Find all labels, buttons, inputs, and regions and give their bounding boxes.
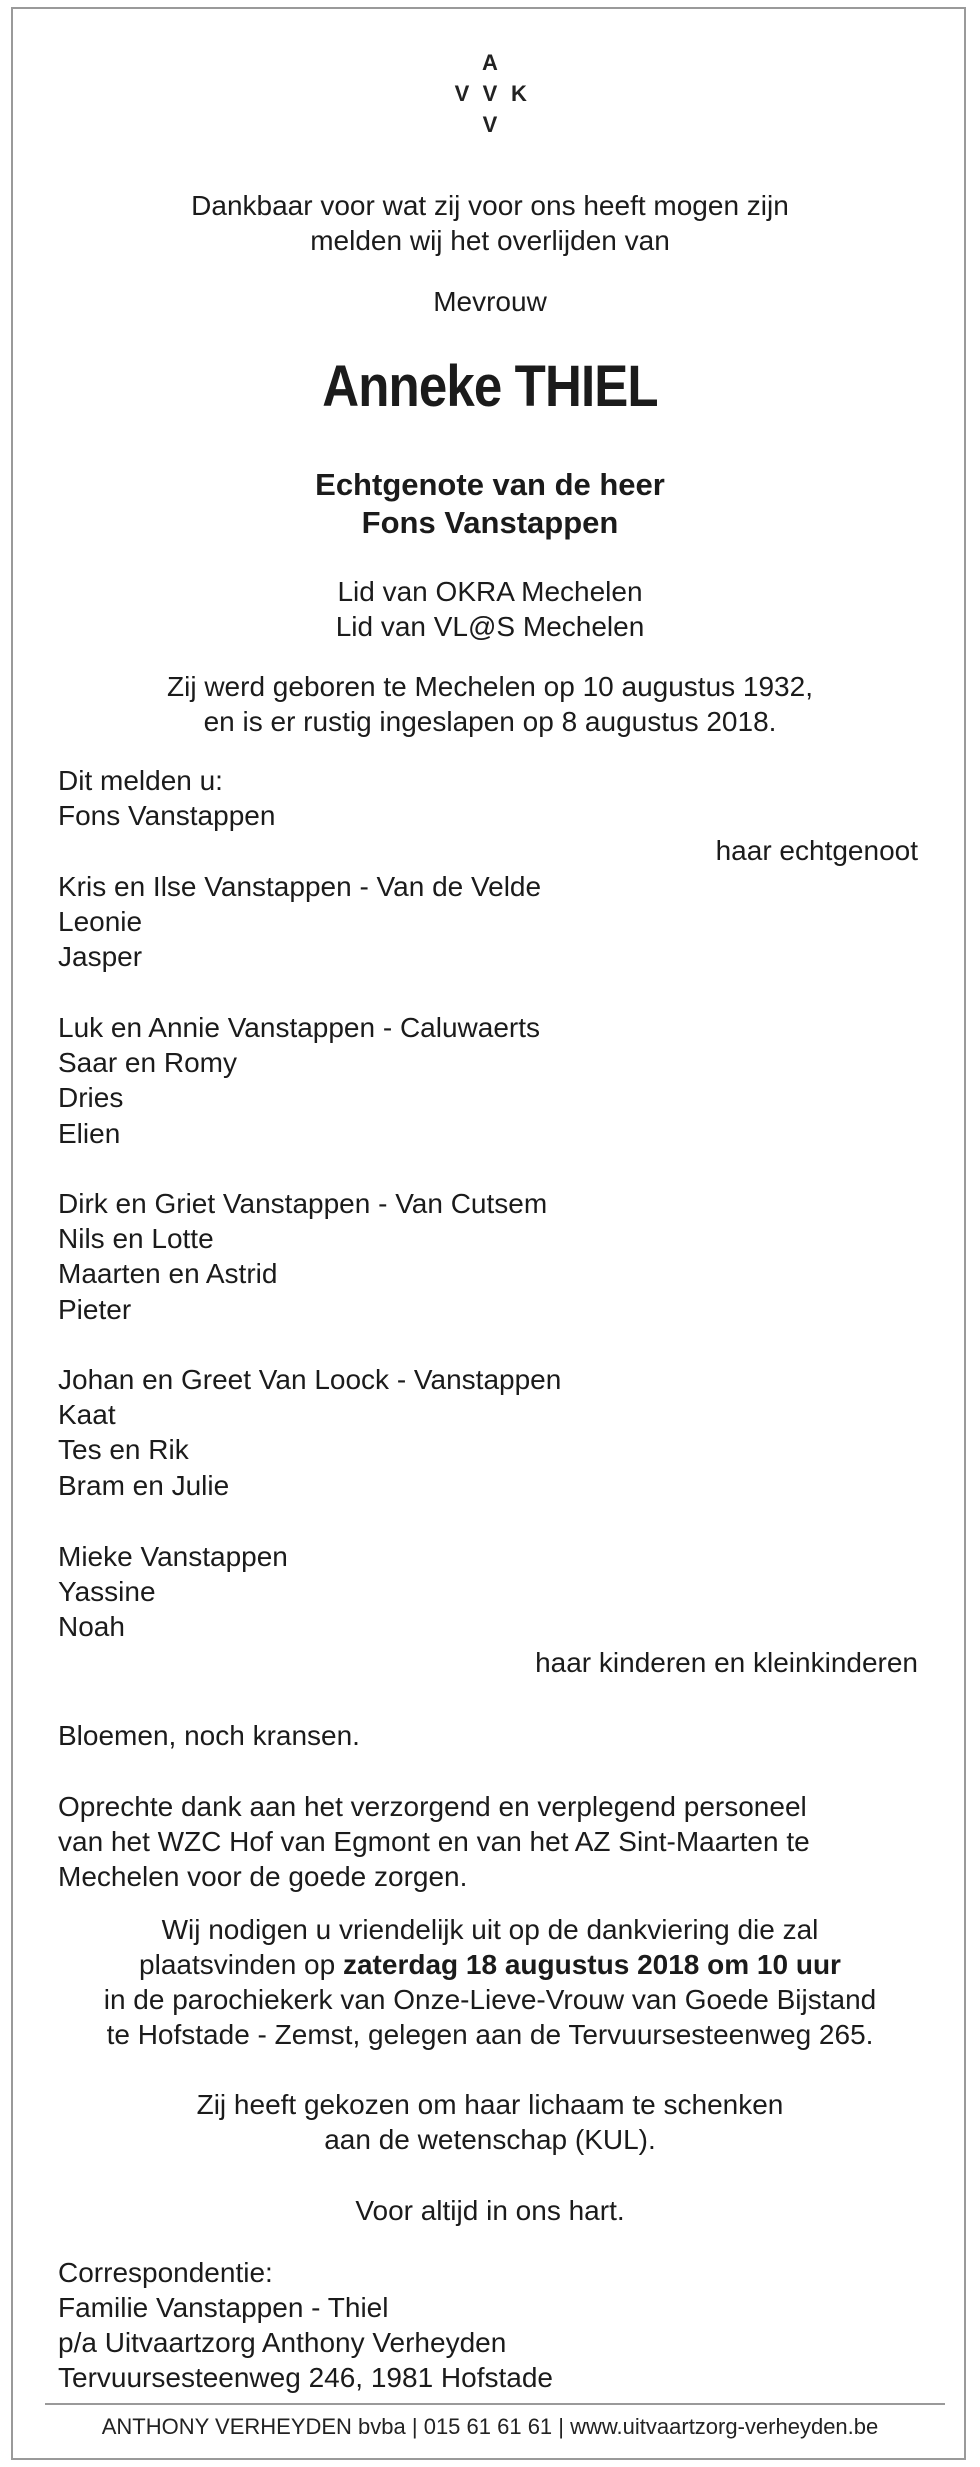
death-line: en is er rustig ingeslapen op 8 augustus 2018. xyxy=(203,706,777,737)
family-member: Leonie xyxy=(58,906,143,938)
logo-letter-left: V xyxy=(454,81,470,106)
closing-line: Voor altijd in ons hart. xyxy=(355,2195,625,2226)
membership-line: Lid van VL@S Mechelen xyxy=(335,611,645,642)
family-member: Luk en Annie Vanstappen - Caluwaerts xyxy=(58,1012,541,1043)
family-member: Johan en Greet Van Loock - Vanstappen xyxy=(58,1364,562,1395)
family-group-2 xyxy=(58,1010,540,1151)
correspondence-line: p/a Uitvaartzorg Anthony Verheyden xyxy=(58,2327,507,2358)
logo-letter-right: K xyxy=(511,81,527,106)
mourners-heading: Dit melden u: xyxy=(58,765,223,796)
flowers-note: Bloemen, noch kransen. xyxy=(58,1720,360,1751)
mourners-list xyxy=(58,763,275,833)
thanks-note xyxy=(58,1789,938,1894)
family-member: Saar en Romy xyxy=(58,1047,237,1079)
family-member: Maarten en Astrid xyxy=(58,1258,278,1290)
family-member: Kris en Ilse Vanstappen - Van de Velde xyxy=(58,871,542,902)
family-member: Nils en Lotte xyxy=(58,1223,214,1255)
intro-text xyxy=(0,188,980,258)
family-member: Jasper xyxy=(58,941,143,973)
membership-line: Lid van OKRA Mechelen xyxy=(337,576,643,607)
service-invitation xyxy=(0,1912,980,2052)
family-member: Dries xyxy=(58,1082,124,1114)
family-group-5 xyxy=(58,1539,288,1645)
family-member: Tes en Rik xyxy=(58,1434,189,1466)
body-donation-note xyxy=(0,2087,980,2157)
family-member: Pieter xyxy=(58,1293,132,1325)
family-member: Elien xyxy=(58,1117,121,1149)
memberships xyxy=(0,574,980,644)
family-member: Yassine xyxy=(58,1576,156,1608)
service-datetime: zaterdag 18 augustus 2018 om 10 uur xyxy=(342,1949,841,1980)
thanks-line: Mechelen voor de goede zorgen. xyxy=(58,1861,468,1892)
service-line-prefix: plaatsvinden op xyxy=(139,1949,343,1980)
service-line: te Hofstade - Zemst, gelegen aan de Tervuursesteenweg 265. xyxy=(106,2019,874,2050)
family-group-4 xyxy=(58,1362,561,1503)
birth-death-info xyxy=(0,669,980,739)
correspondence-line: Familie Vanstappen - Thiel xyxy=(58,2292,389,2323)
spouse-info xyxy=(0,466,980,542)
correspondence-address xyxy=(58,2255,553,2395)
body-donation-line: Zij heeft gekozen om haar lichaam te schenken xyxy=(196,2089,784,2120)
correspondence-line: Tervuursesteenweg 246, 1981 Hofstade xyxy=(58,2362,553,2393)
logo-letter-top: A xyxy=(482,50,498,75)
vvkv-cross-logo xyxy=(440,52,540,138)
correspondence-line: Correspondentie: xyxy=(58,2257,273,2288)
intro-line: Dankbaar voor wat zij voor ons heeft mogen zijn xyxy=(191,190,789,221)
family-member: Kaat xyxy=(58,1399,116,1431)
children-role: haar kinderen en kleinkinderen xyxy=(535,1647,918,1678)
family-member: Dirk en Griet Vanstappen - Van Cutsem xyxy=(58,1188,548,1219)
deceased-name: Anneke THIEL xyxy=(322,354,658,419)
mourner-husband: Fons Vanstappen xyxy=(58,800,276,832)
thanks-line: Oprechte dank aan het verzorgend en verplegend personeel xyxy=(58,1791,807,1822)
spouse-line: Echtgenote van de heer xyxy=(315,467,665,502)
family-group-3 xyxy=(58,1186,547,1327)
service-line xyxy=(0,1947,980,1982)
service-line: in de parochiekerk van Onze-Lieve-Vrouw van Goede Bijstand xyxy=(103,1984,877,2015)
funeral-home-footer: ANTHONY VERHEYDEN bvba | 015 61 61 61 | www.uitvaartzorg-verheyden.be xyxy=(101,2414,879,2439)
footer-divider xyxy=(45,2403,945,2405)
family-member: Bram en Julie xyxy=(58,1469,230,1501)
service-line: Wij nodigen u vriendelijk uit op de dankviering die zal xyxy=(161,1914,819,1945)
family-member: Mieke Vanstappen xyxy=(58,1541,288,1572)
birth-line: Zij werd geboren te Mechelen op 10 augustus 1932, xyxy=(167,671,813,702)
family-member: Noah xyxy=(58,1611,125,1643)
spouse-line: Fons Vanstappen xyxy=(361,505,619,540)
family-group-1 xyxy=(58,869,541,975)
body-donation-line: aan de wetenschap (KUL). xyxy=(324,2124,656,2155)
salutation: Mevrouw xyxy=(433,286,547,317)
husband-role: haar echtgenoot xyxy=(715,835,918,866)
thanks-line: van het WZC Hof van Egmont en van het AZ Sint-Maarten te xyxy=(58,1826,810,1857)
logo-letter-center: V xyxy=(482,81,498,106)
logo-letter-bottom: V xyxy=(482,112,498,137)
intro-line: melden wij het overlijden van xyxy=(310,225,670,256)
